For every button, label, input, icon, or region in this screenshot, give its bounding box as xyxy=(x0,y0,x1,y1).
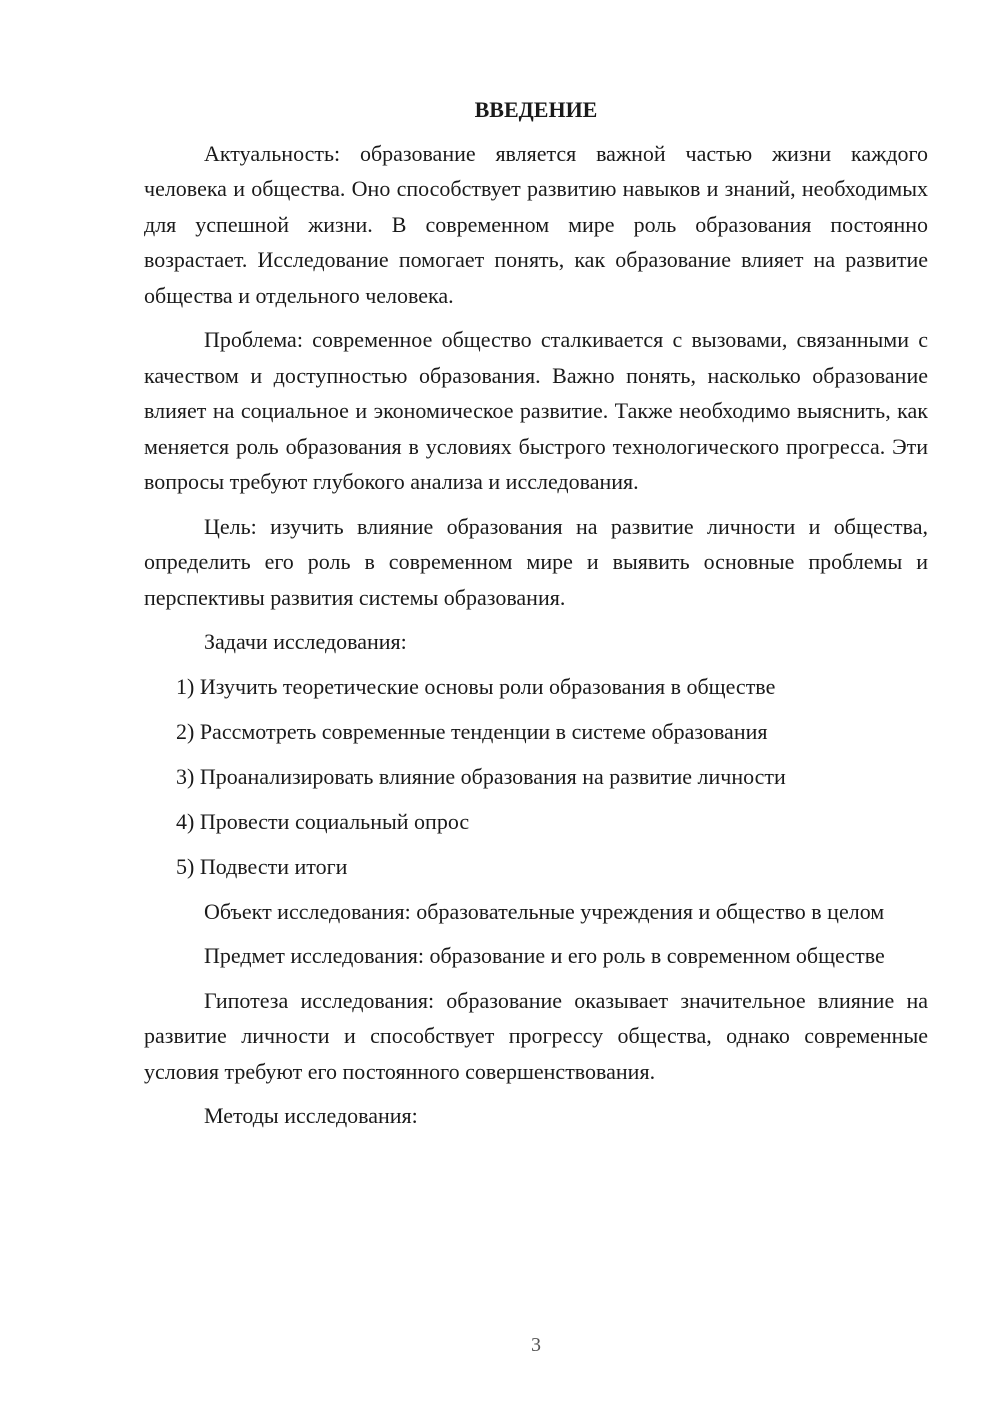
methods-heading: Методы исследования: xyxy=(204,1103,418,1128)
section-title: ВВЕДЕНИЕ xyxy=(474,97,598,122)
document-page xyxy=(144,92,928,1143)
tasks-list xyxy=(144,669,928,885)
tasks-heading: Задачи исследования: xyxy=(204,629,407,654)
list-item: 5) Подвести итоги xyxy=(176,853,348,879)
list-item: 2) Рассмотреть современные тенденции в системе образования xyxy=(176,718,768,744)
subject-paragraph: Предмет исследования: образование и его роль в современном обществе xyxy=(204,943,885,968)
list-item: 1) Изучить теоретические основы роли образования в обществе xyxy=(176,673,776,699)
object-paragraph: Объект исследования: образовательные учреждения и общество в целом xyxy=(204,898,885,924)
list-item: 4) Провести социальный опрос xyxy=(176,808,470,834)
hypothesis-paragraph: Гипотеза исследования: образование оказывает значительное влияние на развитие личности и способствует прогрессу общества, однако современные условия требуют его постоянного совершенствования. xyxy=(144,987,928,1084)
page-number: 3 xyxy=(531,1334,541,1356)
list-item: 3) Проанализировать влияние образования на развитие личности xyxy=(176,763,786,789)
relevance-paragraph: Актуальность: образование является важной частью жизни каждого человека и общества. Оно способствует развитию навыков и знаний, необходимых для успешной жизни. В современном мире роль образования постоянно возрастает. Исследование помогает понять, как образование влияет на развитие общества и отдельного человека. xyxy=(144,140,928,308)
problem-paragraph: Проблема: современное общество сталкивается с вызовами, связанными с качеством и доступностью образования. Важно понять, насколько образование влияет на социальное и экономическое развитие. Также необходимо выяснить, как меняется роль образования в условиях быстрого технологического прогресса. Эти вопросы требуют глубокого анализа и исследования. xyxy=(144,327,928,494)
goal-paragraph: Цель: изучить влияние образования на развитие личности и общества, определить его роль в современном мире и выявить основные проблемы и перспективы развития системы образования. xyxy=(144,513,928,610)
